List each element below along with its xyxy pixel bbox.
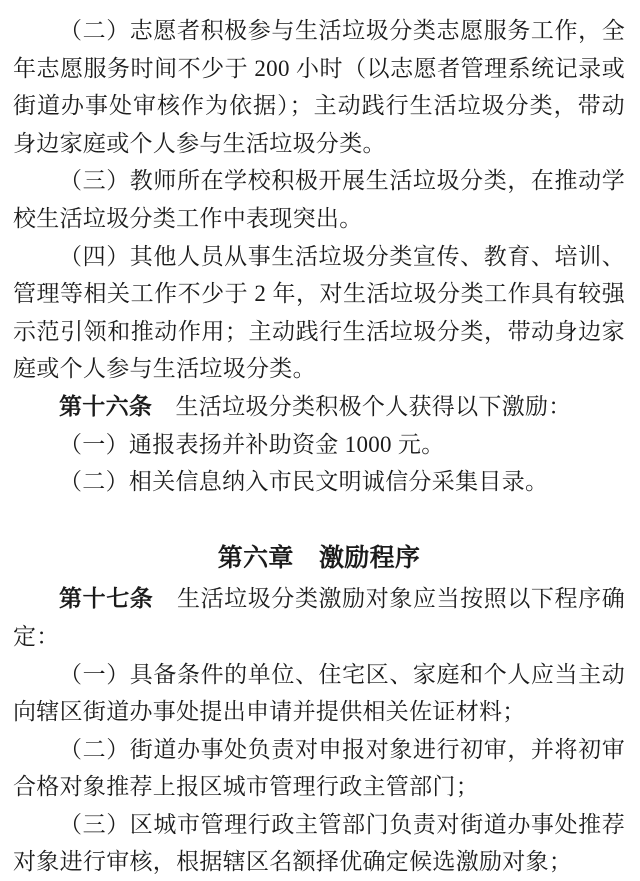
incentive-item-1: （一）通报表扬并补助资金 1000 元。 [59,431,445,457]
article-16-label: 第十六条 [59,393,153,419]
chapter-heading: 第六章 激励程序 [217,545,421,573]
article-16-paragraph [13,388,625,426]
clause-volunteers: （二）志愿者积极参与生活垃圾分类志愿服务工作，全年志愿服务时间不少于 200 小时（以志愿者管理系统记录或街道办事处审核作为依据）；主动践行生活垃圾分类，带动身边家庭或个人参与生活垃圾分类。 [13,18,625,156]
document-body [13,12,625,881]
clause-teachers: （三）教师所在学校积极开展生活垃圾分类，在推动学校生活垃圾分类工作中表现突出。 [13,168,625,231]
article-17-label: 第十七条 [59,586,154,612]
article-17-paragraph [13,580,625,655]
clause-other-personnel: （四）其他人员从事生活垃圾分类宣传、教育、培训、管理等相关工作不少于 2 年，对生活垃圾分类工作具有较强示范引领和推动作用；主动践行生活垃圾分类，带动身边家庭或个人参与生活垃圾分类。 [13,243,625,382]
procedure-step-1: （一）具备条件的单位、住宅区、家庭和个人应当主动向辖区街道办事处提出申请并提供相关佐证材料； [13,661,625,725]
procedure-step-2: （二）街道办事处负责对申报对象进行初审，并将初审合格对象推荐上报区城市管理行政主管部门； [13,736,625,800]
incentive-item-2: （二）相关信息纳入市民文明诚信分采集目录。 [59,469,549,495]
article-17-text: 生活垃圾分类激励对象应当按照以下程序确定： [13,586,626,649]
article-16-text: 生活垃圾分类积极个人获得以下激励： [152,393,572,419]
procedure-step-3: （三）区城市管理行政主管部门负责对街道办事处推荐对象进行审核，根据辖区名额择优确定候选激励对象； [13,811,625,875]
